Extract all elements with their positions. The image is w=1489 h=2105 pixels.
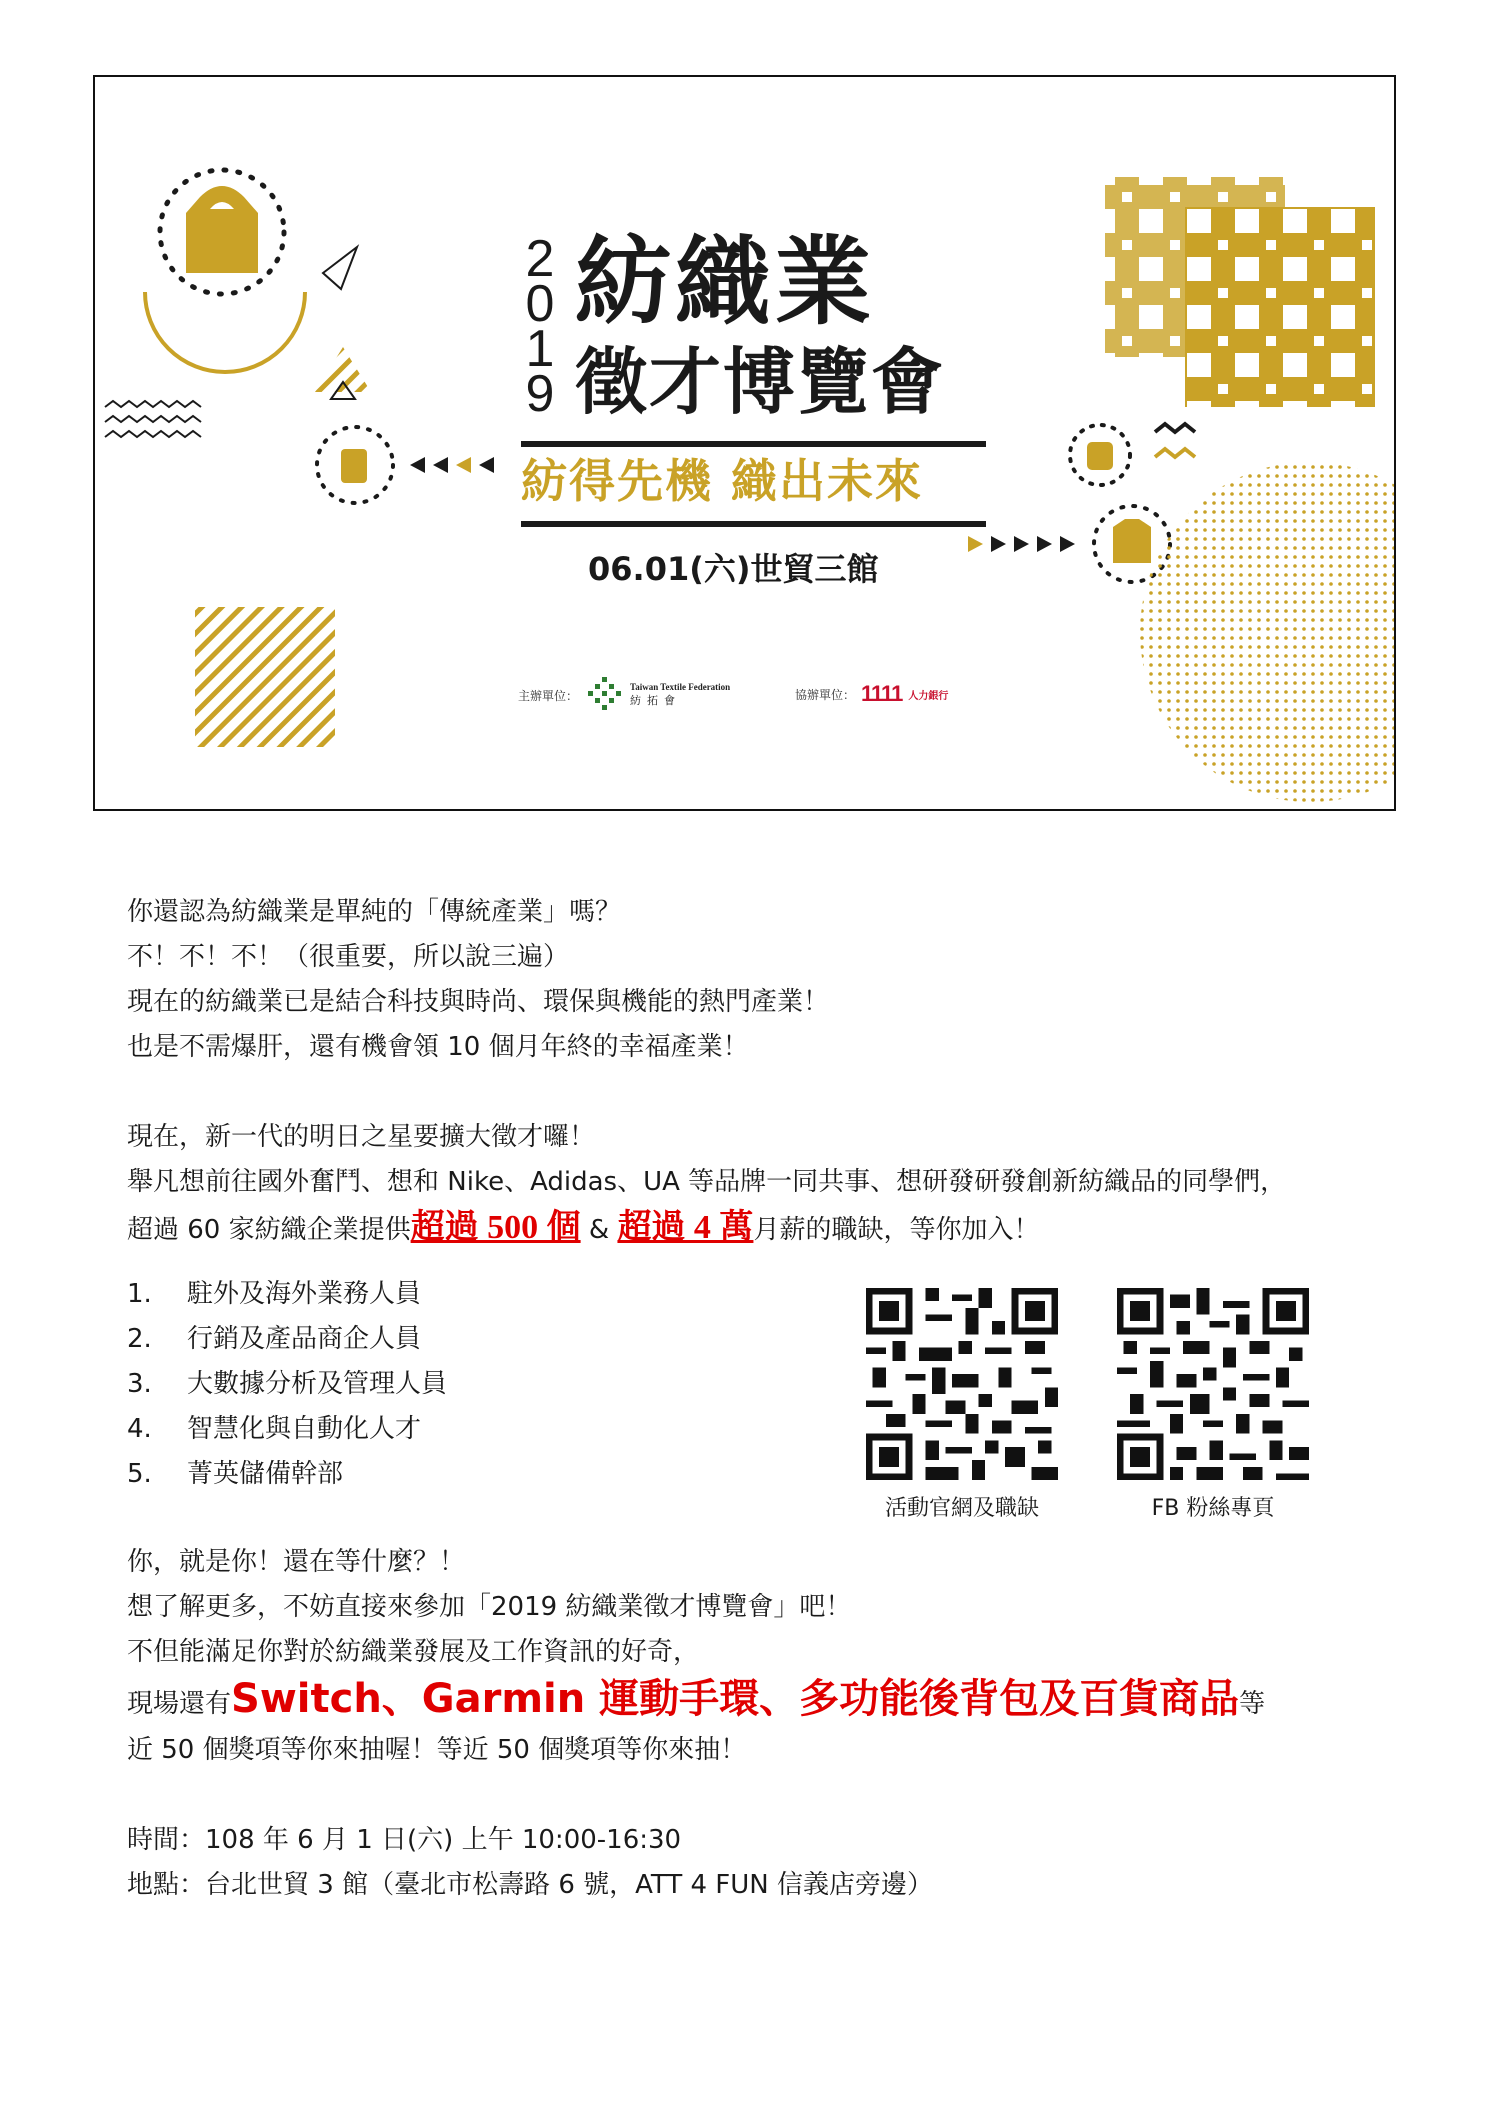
cta-line: 近 50 個獎項等你來抽喔！等近 50 個獎項等你來抽！ bbox=[127, 1735, 747, 1765]
prize-highlight: Switch、Garmin 運動手環、多功能後背包及百貨商品 bbox=[231, 1676, 1240, 1722]
backpack-icon bbox=[1070, 425, 1130, 485]
qr-caption: 活動官網及職缺 bbox=[884, 1496, 1039, 1521]
list-number: 4. bbox=[127, 1414, 152, 1444]
intro-line: 你還認為紡織業是單純的「傳統產業」嗎？ bbox=[127, 897, 622, 927]
triangle-icon bbox=[315, 247, 371, 399]
list-item bbox=[127, 1317, 447, 1362]
right-arrows bbox=[968, 536, 1075, 552]
banner-subtitle: 徵才博覽會 bbox=[575, 340, 946, 424]
highlight-salary: 超過 4 萬 bbox=[617, 1209, 754, 1246]
yarn-icon bbox=[317, 427, 393, 503]
event-time: 時間：108 年 6 月 1 日(六) 上午 10:00-16:30 bbox=[127, 1825, 682, 1855]
recruit-line: 舉凡想前往國外奮鬥、想和 Nike、Adidas、UA 等品牌一同共事、想研發研發創新紡織品的同學們， bbox=[127, 1167, 1287, 1197]
event-banner bbox=[93, 75, 1396, 811]
event-place: 地點：台北世貿 3 館（臺北市松壽路 6 號，ATT 4 FUN 信義店旁邊） bbox=[127, 1870, 933, 1900]
co-organizer-logo-text: 人力銀行 bbox=[908, 690, 949, 702]
banner-date: 06.01(六)世貿三館 bbox=[588, 550, 879, 588]
right-zigzag bbox=[1155, 424, 1195, 457]
recruit-line: 現在，新一代的明日之星要擴大徵才囉！ bbox=[127, 1122, 596, 1152]
gold-arc bbox=[145, 292, 305, 372]
list-number: 2. bbox=[127, 1324, 152, 1354]
left-arrows bbox=[410, 457, 494, 473]
list-number: 1. bbox=[127, 1279, 152, 1309]
job-list bbox=[127, 1272, 447, 1497]
recruit-line bbox=[127, 1205, 1387, 1253]
list-number: 5. bbox=[127, 1459, 152, 1489]
co-organizer-logo: 1111 bbox=[861, 681, 903, 706]
list-label: 駐外及海外業務人員 bbox=[187, 1279, 422, 1309]
banner-title: 紡織業 bbox=[575, 226, 875, 338]
recruit-text: & bbox=[580, 1215, 618, 1245]
co-organizer bbox=[795, 681, 948, 707]
recruit-text: 月薪的職缺，等你加入！ bbox=[753, 1215, 1040, 1245]
cta-text: 現場還有 bbox=[127, 1689, 232, 1719]
cta-line: 想了解更多，不妨直接來參加「2019 紡織業徵才博覽會」吧！ bbox=[127, 1592, 852, 1622]
hoodie-icon bbox=[160, 170, 284, 294]
divider bbox=[521, 441, 986, 447]
list-label: 行銷及產品商企人員 bbox=[187, 1324, 422, 1354]
list-item bbox=[127, 1452, 447, 1497]
list-label: 智慧化與自動化人才 bbox=[187, 1414, 422, 1444]
recruit-text: 超過 60 家紡織企業提供 bbox=[127, 1215, 411, 1245]
list-label: 菁英儲備幹部 bbox=[187, 1459, 344, 1489]
qr-code-icon[interactable] bbox=[866, 1288, 1058, 1480]
list-item bbox=[127, 1407, 447, 1452]
knit-pattern-solid bbox=[1185, 207, 1375, 407]
organizer-label: 主辦單位： bbox=[518, 688, 579, 703]
ttf-logo-icon bbox=[584, 675, 624, 715]
cta-line: 你，就是你！還在等什麼？！ bbox=[127, 1547, 466, 1577]
qr-official-site[interactable] bbox=[862, 1288, 1062, 1524]
cta-text: 等 bbox=[1239, 1689, 1266, 1719]
banner-slogan: 紡得先機 織出未來 bbox=[521, 454, 924, 508]
divider bbox=[521, 521, 986, 527]
dotted-circle bbox=[1140, 462, 1396, 802]
intro-line: 現在的紡織業已是結合科技與時尚、環保與機能的熱門產業！ bbox=[127, 987, 830, 1017]
organizer-name-zh: 紡拓會 bbox=[630, 695, 682, 707]
intro-line: 不！不！不！（很重要，所以說三遍） bbox=[127, 942, 570, 972]
intro-section bbox=[127, 890, 1387, 1253]
list-item bbox=[127, 1272, 447, 1317]
highlight-jobs: 超過 500 個 bbox=[410, 1209, 581, 1246]
cta-line: 不但能滿足你對於紡織業發展及工作資訊的好奇， bbox=[127, 1637, 700, 1667]
striped-square bbox=[195, 607, 335, 747]
list-item bbox=[127, 1362, 447, 1407]
cta-section bbox=[127, 1540, 1387, 1908]
intro-line: 也是不需爆肝，還有機會領 10 個月年終的幸福產業！ bbox=[127, 1032, 749, 1062]
list-label: 大數據分析及管理人員 bbox=[187, 1369, 448, 1399]
cta-line bbox=[127, 1675, 1387, 1728]
zigzag-lines bbox=[105, 401, 201, 437]
list-number: 3. bbox=[127, 1369, 152, 1399]
qr-fb-page[interactable] bbox=[1113, 1288, 1313, 1524]
organizer bbox=[518, 675, 730, 715]
organizer-name-en: Taiwan Textile Federation bbox=[630, 682, 731, 692]
qr-code-icon[interactable] bbox=[1117, 1288, 1309, 1480]
co-organizer-label: 協辦單位： bbox=[795, 687, 856, 702]
qr-caption: FB 粉絲專頁 bbox=[1151, 1496, 1275, 1521]
banner-year: 2019 bbox=[525, 230, 555, 423]
